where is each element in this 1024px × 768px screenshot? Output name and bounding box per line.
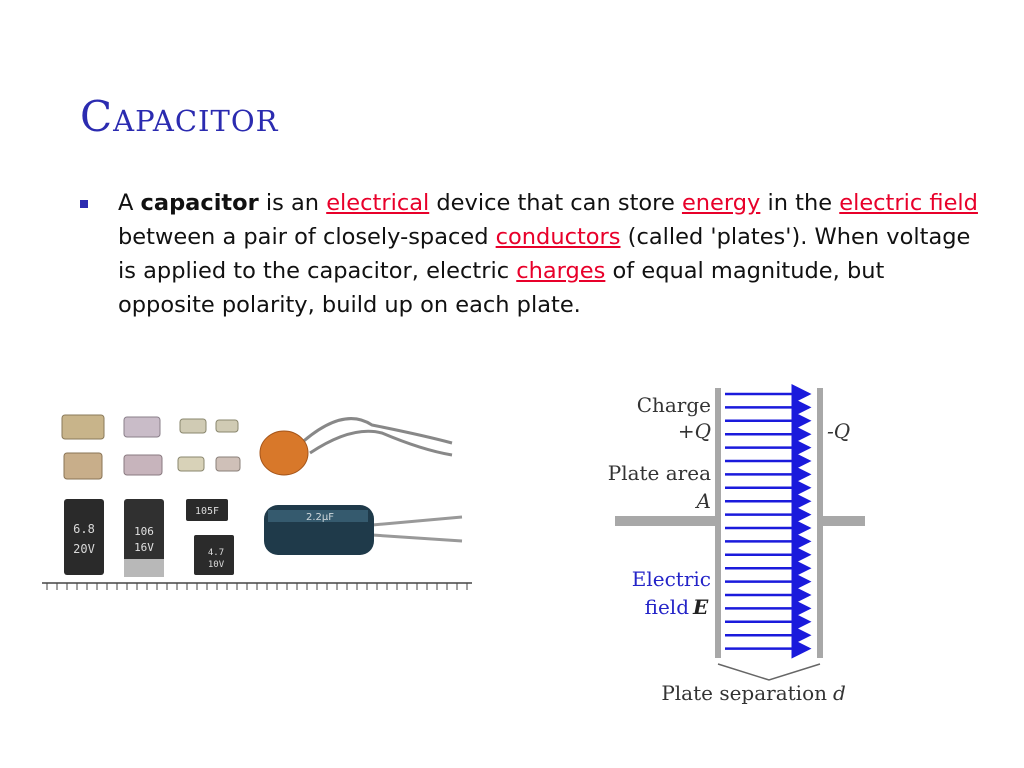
right-lead bbox=[819, 516, 865, 526]
plate-area-label: Plate area bbox=[607, 461, 711, 485]
ruler bbox=[42, 583, 472, 590]
field-label-line1: Electric bbox=[631, 567, 711, 591]
smd-tiny bbox=[194, 535, 234, 575]
tantalum-mid bbox=[124, 499, 164, 577]
link-electrical[interactable]: electrical bbox=[326, 190, 430, 216]
svg-text:105F: 105F bbox=[194, 506, 220, 517]
negative-plate bbox=[817, 388, 823, 658]
field-label-line2: field bbox=[644, 595, 689, 619]
bullet-text-seg: A bbox=[118, 190, 141, 216]
svg-text:6.8: 6.8 bbox=[73, 522, 95, 536]
link-energy[interactable]: energy bbox=[681, 190, 761, 216]
bullet-text-seg: of equal magnitude, but opposite polarity, build up on each plate. bbox=[118, 258, 885, 318]
svg-text:20V: 20V bbox=[73, 542, 95, 556]
svg-text:4.7: 4.7 bbox=[207, 548, 225, 558]
minus-q-label: -Q bbox=[827, 419, 851, 443]
positive-plate bbox=[715, 388, 721, 658]
bold-term-capacitor: capacitor bbox=[140, 190, 259, 216]
bullet-text-seg: device that can store bbox=[429, 190, 682, 216]
bullet-text-seg: is an bbox=[258, 190, 327, 216]
separation-label: Plate separation bbox=[661, 681, 827, 705]
plus-q-label: +Q bbox=[677, 419, 711, 443]
slide-title: Capacitor bbox=[80, 92, 279, 141]
left-lead bbox=[615, 516, 719, 526]
charge-label: Charge bbox=[636, 393, 711, 417]
svg-text:10V: 10V bbox=[207, 560, 225, 570]
svg-text:16V: 16V bbox=[134, 541, 154, 554]
svg-text:106: 106 bbox=[134, 525, 154, 538]
bullet-list bbox=[78, 186, 988, 345]
capacitors-photo bbox=[42, 395, 472, 595]
tantalum-large bbox=[64, 499, 104, 575]
plate-area-symbol: A bbox=[696, 489, 711, 513]
field-symbol: E bbox=[693, 595, 709, 619]
bullet-text-seg: (called 'plates'). When voltage is applied to the capacitor, electric bbox=[118, 224, 971, 284]
bullet-text-seg: between a pair of closely-spaced bbox=[118, 224, 496, 250]
separation-symbol: d bbox=[833, 681, 846, 705]
bullet-item bbox=[118, 186, 988, 322]
smd-small bbox=[186, 499, 228, 521]
field-arrows bbox=[725, 394, 809, 649]
link-charges[interactable]: charges bbox=[516, 258, 606, 284]
bullet-marker-icon bbox=[80, 200, 88, 208]
bullet-text-seg: in the bbox=[760, 190, 840, 216]
link-electric-field[interactable]: electric field bbox=[839, 190, 978, 216]
parallel-plate-diagram bbox=[605, 380, 875, 710]
link-conductors[interactable]: conductors bbox=[495, 224, 621, 250]
svg-text:2.2µF: 2.2µF bbox=[305, 512, 335, 523]
separation-brace bbox=[718, 664, 820, 680]
